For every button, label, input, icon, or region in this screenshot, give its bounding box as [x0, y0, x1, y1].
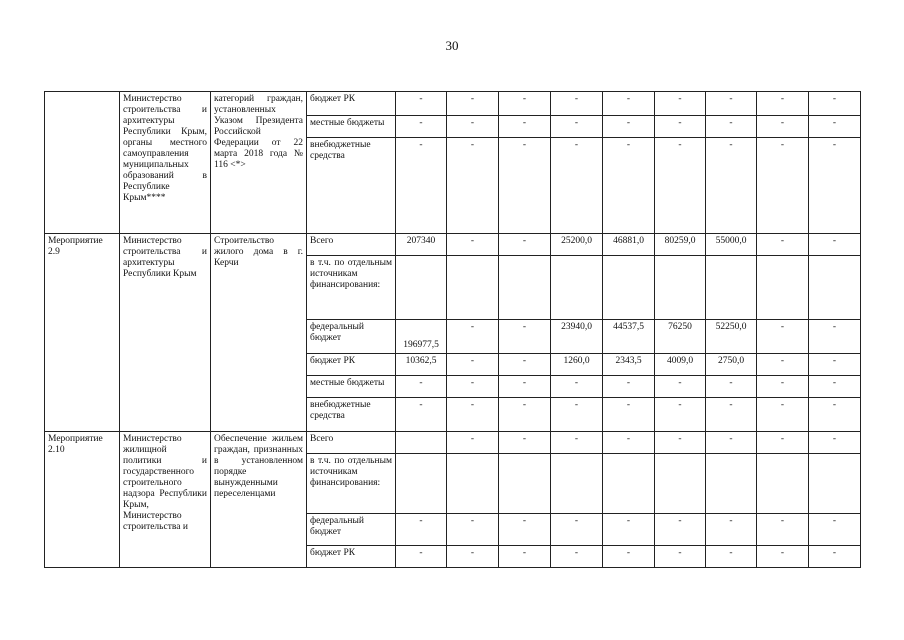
amount-cell — [809, 454, 861, 514]
event-cell: Мероприятие 2.10 — [45, 432, 120, 568]
funding-source-cell: местные бюджеты — [307, 376, 396, 398]
amount-value: 1260,0 — [563, 356, 590, 366]
amount-cell — [809, 234, 861, 256]
amount-cell — [603, 116, 655, 138]
amount-value: - — [419, 118, 423, 128]
table-row — [45, 92, 861, 116]
amount-value: - — [470, 548, 475, 558]
amount-value: - — [780, 118, 785, 128]
description-cell: Обеспечение жильем граждан, признанных в установленном порядке вынужденными переселенцами — [211, 432, 307, 568]
amount-cell — [551, 320, 603, 354]
amount-cell — [551, 454, 603, 514]
amount-cell — [447, 320, 499, 354]
amount-cell — [499, 546, 551, 568]
amount-cell — [551, 256, 603, 320]
amount-cell — [396, 454, 447, 514]
amount-cell — [809, 514, 861, 546]
amount-cell — [706, 514, 757, 546]
funding-source-cell: внебюджетные средства — [307, 138, 396, 234]
amount-cell — [447, 92, 499, 116]
amount-value: - — [729, 400, 733, 410]
amount-cell — [499, 256, 551, 320]
amount-cell — [809, 376, 861, 398]
amount-cell — [757, 398, 809, 432]
amount-cell — [447, 454, 499, 514]
amount-cell — [706, 376, 757, 398]
page-number: 30 — [445, 38, 459, 53]
amount-cell — [757, 256, 809, 320]
amount-value: - — [832, 516, 837, 526]
amount-value: - — [470, 236, 475, 246]
amount-value: - — [729, 94, 733, 104]
amount-value: - — [832, 140, 837, 150]
amount-value: - — [574, 378, 579, 388]
amount-value: - — [574, 548, 579, 558]
executor-cell: Министерство строительства и архитектуры Республики Крым — [120, 234, 211, 432]
amount-value: - — [522, 94, 527, 104]
amount-value: 46881,0 — [613, 236, 644, 246]
amount-value: - — [574, 118, 579, 128]
amount-cell — [706, 354, 757, 376]
amount-cell — [551, 354, 603, 376]
amount-cell — [655, 256, 706, 320]
amount-value: - — [470, 356, 475, 366]
amount-value: 80259,0 — [664, 236, 696, 246]
amount-cell — [447, 256, 499, 320]
amount-value: - — [522, 118, 527, 128]
amount-value: - — [419, 140, 423, 150]
amount-value: 207340 — [406, 236, 436, 246]
amount-cell — [551, 116, 603, 138]
amount-cell — [757, 546, 809, 568]
amount-value: - — [832, 434, 837, 444]
amount-cell — [499, 376, 551, 398]
amount-cell — [396, 92, 447, 116]
amount-value: - — [780, 548, 785, 558]
description-cell: категорий граждан, установленных Указом Президента Российской Федерации от 22 марта 2018 года № 116 <*> — [211, 92, 307, 234]
amount-value: 2343,5 — [615, 356, 642, 366]
funding-source-cell: федеральный бюджет — [307, 320, 396, 354]
amount-value: - — [470, 378, 475, 388]
amount-cell — [551, 546, 603, 568]
amount-cell — [655, 398, 706, 432]
amount-cell — [551, 376, 603, 398]
amount-cell — [809, 432, 861, 454]
amount-cell — [447, 432, 499, 454]
amount-cell — [396, 234, 447, 256]
amount-value: 76250 — [668, 322, 692, 332]
amount-cell — [499, 116, 551, 138]
funding-source-cell: Всего — [307, 234, 396, 256]
amount-value: - — [522, 322, 527, 332]
amount-cell — [551, 138, 603, 234]
amount-cell — [757, 376, 809, 398]
amount-value: - — [626, 118, 631, 128]
amount-cell — [551, 92, 603, 116]
amount-value: - — [678, 516, 682, 526]
amount-value: - — [832, 236, 837, 246]
amount-cell — [757, 116, 809, 138]
funding-table — [44, 91, 861, 568]
amount-value: - — [832, 118, 837, 128]
amount-value: - — [678, 118, 682, 128]
amount-cell — [655, 546, 706, 568]
amount-cell — [396, 546, 447, 568]
amount-value: - — [522, 548, 527, 558]
funding-source-cell: Всего — [307, 432, 396, 454]
amount-cell — [809, 546, 861, 568]
amount-cell — [809, 398, 861, 432]
amount-cell — [809, 116, 861, 138]
amount-value: 23940,0 — [561, 322, 592, 332]
amount-value: - — [729, 378, 733, 388]
amount-value: 10362,5 — [405, 356, 437, 366]
amount-cell — [447, 234, 499, 256]
amount-value: - — [470, 322, 475, 332]
amount-value: 55000,0 — [715, 236, 747, 246]
amount-cell — [447, 514, 499, 546]
amount-cell — [499, 320, 551, 354]
amount-value: 25200,0 — [561, 236, 592, 246]
amount-value: - — [678, 94, 682, 104]
amount-cell — [499, 138, 551, 234]
funding-source-cell: бюджет РК — [307, 546, 396, 568]
amount-cell — [757, 454, 809, 514]
amount-cell — [706, 234, 757, 256]
executor-cell: Министерство строительства и архитектуры Республики Крым, органы местного самоуправления муниципальных образований в Республике Крым**** — [120, 92, 211, 234]
amount-value: - — [522, 236, 527, 246]
amount-cell — [603, 546, 655, 568]
amount-value: - — [678, 548, 682, 558]
amount-cell — [757, 432, 809, 454]
amount-cell — [396, 432, 447, 454]
amount-value: - — [832, 356, 837, 366]
amount-cell — [603, 354, 655, 376]
amount-value: - — [522, 140, 527, 150]
amount-value: 4009,0 — [666, 356, 694, 366]
amount-cell — [655, 354, 706, 376]
amount-cell — [603, 234, 655, 256]
amount-value: - — [832, 400, 837, 410]
amount-value: - — [574, 400, 579, 410]
amount-cell — [396, 320, 447, 354]
amount-cell — [809, 256, 861, 320]
event-cell — [45, 92, 120, 234]
amount-value: 2750,0 — [717, 356, 745, 366]
amount-cell — [447, 398, 499, 432]
amount-value: - — [729, 140, 733, 150]
amount-value: - — [626, 94, 631, 104]
amount-cell — [603, 514, 655, 546]
amount-cell — [655, 138, 706, 234]
amount-value: - — [780, 434, 785, 444]
amount-cell — [706, 256, 757, 320]
amount-value: - — [678, 140, 682, 150]
amount-value: - — [470, 434, 475, 444]
amount-cell — [396, 256, 447, 320]
amount-value: - — [780, 378, 785, 388]
amount-cell — [447, 116, 499, 138]
amount-cell — [603, 454, 655, 514]
amount-cell — [447, 546, 499, 568]
amount-cell — [499, 354, 551, 376]
amount-cell — [396, 376, 447, 398]
amount-cell — [809, 138, 861, 234]
amount-value: - — [780, 236, 785, 246]
executor-cell: Министерство жилищной политики и государственного строительного надзора Республики Крым, Министерство строительства и — [120, 432, 211, 568]
amount-value: - — [832, 548, 837, 558]
amount-cell — [551, 514, 603, 546]
amount-value: - — [678, 378, 682, 388]
amount-value: - — [780, 516, 785, 526]
amount-cell — [447, 376, 499, 398]
amount-value: - — [832, 322, 837, 332]
amount-value: - — [626, 140, 631, 150]
amount-cell — [757, 92, 809, 116]
amount-value: - — [419, 516, 423, 526]
amount-cell — [396, 116, 447, 138]
amount-cell — [706, 432, 757, 454]
amount-cell — [706, 398, 757, 432]
amount-cell — [655, 376, 706, 398]
amount-cell — [809, 320, 861, 354]
amount-value: - — [678, 434, 682, 444]
amount-cell — [396, 354, 447, 376]
table-row — [45, 432, 861, 454]
funding-source-cell: федеральный бюджет — [307, 514, 396, 546]
amount-value: - — [780, 140, 785, 150]
amount-cell — [706, 546, 757, 568]
amount-cell — [706, 92, 757, 116]
amount-value: - — [419, 400, 423, 410]
amount-cell — [551, 398, 603, 432]
amount-cell — [447, 138, 499, 234]
amount-cell — [655, 116, 706, 138]
amount-value: - — [678, 400, 682, 410]
amount-value: - — [626, 516, 631, 526]
amount-value: - — [522, 400, 527, 410]
amount-cell — [551, 432, 603, 454]
amount-cell — [655, 454, 706, 514]
amount-cell — [499, 514, 551, 546]
amount-cell — [757, 138, 809, 234]
amount-value: - — [574, 94, 579, 104]
amount-value: - — [574, 434, 579, 444]
amount-value: - — [419, 94, 423, 104]
amount-value: - — [780, 356, 785, 366]
amount-cell — [603, 138, 655, 234]
amount-value: - — [832, 94, 837, 104]
funding-source-cell: бюджет РК — [307, 92, 396, 116]
funding-source-cell: в т.ч. по отдельным источникам финансирования: — [307, 454, 396, 514]
amount-value: - — [626, 434, 631, 444]
amount-cell — [655, 514, 706, 546]
amount-cell — [396, 398, 447, 432]
amount-cell — [396, 138, 447, 234]
amount-cell — [499, 432, 551, 454]
amount-cell — [499, 454, 551, 514]
funding-source-cell: бюджет РК — [307, 354, 396, 376]
amount-value: - — [729, 434, 733, 444]
amount-value: 44537,5 — [613, 322, 644, 332]
amount-value: - — [729, 516, 733, 526]
amount-value: - — [522, 434, 527, 444]
amount-value: - — [729, 548, 733, 558]
funding-source-cell: местные бюджеты — [307, 116, 396, 138]
amount-value: - — [626, 548, 631, 558]
funding-source-cell: внебюджетные средства — [307, 398, 396, 432]
amount-cell — [655, 92, 706, 116]
amount-cell — [706, 454, 757, 514]
amount-value: 52250,0 — [715, 322, 747, 332]
amount-cell — [603, 432, 655, 454]
description-cell: Строительство жилого дома в г. Керчи — [211, 234, 307, 432]
amount-cell — [757, 354, 809, 376]
amount-cell — [809, 354, 861, 376]
amount-value: - — [522, 378, 527, 388]
amount-cell — [499, 92, 551, 116]
amount-value: - — [522, 516, 527, 526]
amount-cell — [447, 354, 499, 376]
amount-cell — [499, 398, 551, 432]
amount-cell — [603, 398, 655, 432]
amount-value: - — [780, 94, 785, 104]
amount-value: - — [832, 378, 837, 388]
amount-value: - — [470, 118, 475, 128]
amount-cell — [603, 320, 655, 354]
amount-value: - — [574, 140, 579, 150]
amount-value: - — [470, 400, 475, 410]
amount-cell — [655, 432, 706, 454]
amount-cell — [706, 138, 757, 234]
amount-value: - — [419, 548, 423, 558]
amount-cell — [757, 320, 809, 354]
amount-value: - — [626, 378, 631, 388]
funding-source-cell: в т.ч. по отдельным источникам финансирования: — [307, 256, 396, 320]
amount-value: - — [522, 356, 527, 366]
amount-cell — [603, 92, 655, 116]
amount-cell — [809, 92, 861, 116]
amount-value: - — [419, 378, 423, 388]
amount-value: - — [729, 118, 733, 128]
amount-value: - — [780, 400, 785, 410]
table-row — [45, 234, 861, 256]
amount-cell — [706, 116, 757, 138]
amount-value: - — [470, 94, 475, 104]
amount-cell — [706, 320, 757, 354]
amount-cell — [655, 320, 706, 354]
amount-cell — [396, 514, 447, 546]
event-cell: Мероприятие 2.9 — [45, 234, 120, 432]
amount-value: 196977,5 — [403, 340, 439, 350]
amount-value: - — [470, 140, 475, 150]
amount-value: - — [626, 400, 631, 410]
amount-value: - — [780, 322, 785, 332]
amount-cell — [603, 256, 655, 320]
amount-cell — [757, 234, 809, 256]
amount-value: - — [470, 516, 475, 526]
amount-cell — [499, 234, 551, 256]
amount-value: - — [574, 516, 579, 526]
amount-cell — [551, 234, 603, 256]
amount-cell — [655, 234, 706, 256]
amount-cell — [757, 514, 809, 546]
amount-cell — [603, 376, 655, 398]
